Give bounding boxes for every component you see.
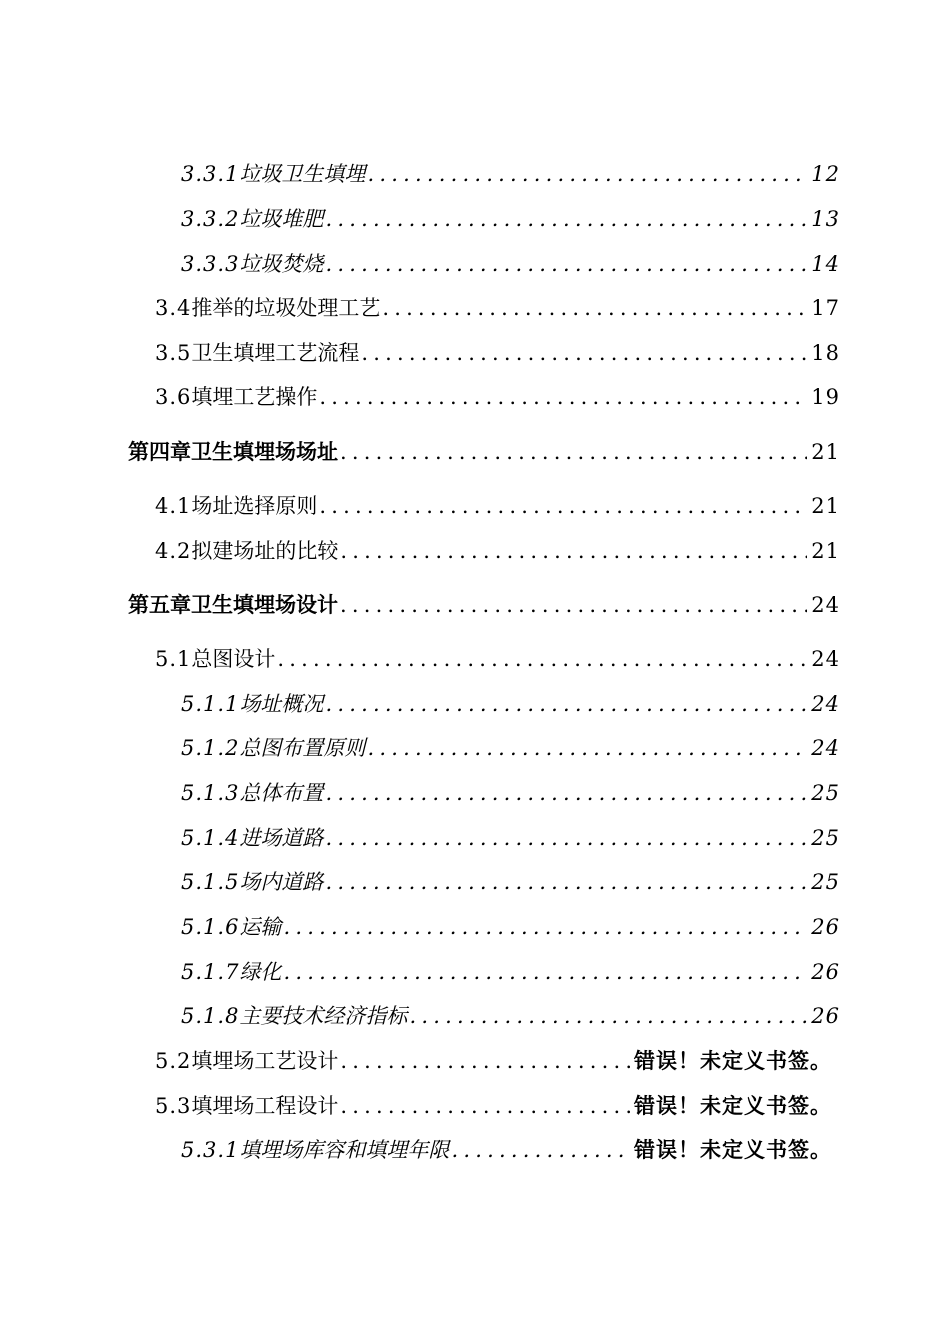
toc-entry-page: 21 — [811, 440, 840, 464]
toc-entry-5-1-7[interactable] — [181, 956, 840, 986]
leader-dots — [382, 296, 807, 320]
toc-entry-number: 3.5 — [155, 341, 192, 365]
toc-entry-number: 5.2 — [155, 1049, 192, 1073]
toc-chapter-title: 卫生填埋场设计 — [191, 592, 338, 617]
leader-dots — [283, 915, 807, 939]
leader-dots — [451, 1138, 630, 1162]
toc-entry-number: 5.1 — [155, 647, 192, 671]
toc-entry-title: 填埋场工艺设计 — [191, 1049, 339, 1073]
toc-entry-title: 场址概况 — [239, 692, 324, 716]
toc-entry-3-4[interactable] — [155, 292, 840, 322]
toc-entry-number: 5.1.8 — [181, 1004, 240, 1028]
toc-entry-5-1-1[interactable] — [181, 688, 840, 718]
toc-entry-number: 5.3 — [155, 1094, 192, 1118]
toc-entry-number: 4.1 — [155, 494, 192, 518]
toc-entry-3-3-2[interactable] — [181, 203, 840, 233]
toc-entry-title: 总图布置原则 — [239, 736, 366, 760]
toc-entry-title: 垃圾堆肥 — [239, 207, 324, 231]
toc-chapter-title: 卫生填埋场场址 — [191, 439, 338, 464]
toc-chapter-4[interactable] — [128, 436, 840, 466]
toc-entry-number: 3.3.1 — [181, 162, 240, 186]
leader-dots — [340, 440, 807, 464]
toc-entry-page: 24 — [811, 692, 840, 716]
leader-dots — [325, 826, 807, 850]
toc-entry-page: 14 — [811, 252, 840, 276]
toc-entry-title: 垃圾焚烧 — [239, 252, 324, 276]
leader-dots — [367, 736, 807, 760]
leader-dots — [340, 1094, 630, 1118]
toc-chapter-5[interactable] — [128, 589, 840, 619]
toc-entry-page: 24 — [811, 736, 840, 760]
toc-entry-title: 运输 — [239, 915, 282, 939]
toc-entry-page: 25 — [811, 826, 840, 850]
toc-entry-title: 填埋工艺操作 — [191, 385, 318, 409]
toc-entry-title: 垃圾卫生填埋 — [239, 162, 366, 186]
toc-entry-number: 5.3.1 — [181, 1138, 240, 1162]
toc-entry-page: 25 — [811, 781, 840, 805]
toc-entry-number: 5.1.2 — [181, 736, 240, 760]
toc-entry-page: 26 — [811, 1004, 840, 1028]
bookmark-error-text: 错误！未定义书签。 — [634, 1137, 832, 1162]
leader-dots — [340, 1049, 630, 1073]
leader-dots — [367, 162, 807, 186]
toc-entry-title: 填埋场库容和填埋年限 — [239, 1138, 450, 1162]
leader-dots — [325, 781, 807, 805]
toc-entry-title: 推举的垃圾处理工艺 — [191, 296, 381, 320]
leader-dots — [283, 960, 807, 984]
toc-entry-page: 26 — [811, 915, 840, 939]
toc-entry-3-3-3[interactable] — [181, 248, 840, 278]
toc-entry-5-2[interactable] — [155, 1045, 832, 1075]
toc-entry-5-1-5[interactable] — [181, 866, 840, 896]
toc-entry-title: 主要技术经济指标 — [239, 1004, 408, 1028]
leader-dots — [325, 207, 807, 231]
toc-entry-page: 25 — [811, 870, 840, 894]
leader-dots — [325, 252, 807, 276]
toc-entry-title: 拟建场址的比较 — [191, 539, 339, 563]
toc-entry-title: 场址选择原则 — [191, 494, 318, 518]
toc-entry-number: 5.1.1 — [181, 692, 240, 716]
toc-entry-4-2[interactable] — [155, 535, 840, 565]
toc-entry-number: 5.1.5 — [181, 870, 240, 894]
toc-entry-5-1-6[interactable] — [181, 911, 840, 941]
toc-entry-number: 5.1.3 — [181, 781, 240, 805]
toc-entry-page: 26 — [811, 960, 840, 984]
leader-dots — [409, 1004, 807, 1028]
toc-entry-5-3-1[interactable] — [181, 1134, 832, 1164]
toc-entry-number: 3.3.3 — [181, 252, 240, 276]
toc-entry-5-1-8[interactable] — [181, 1000, 840, 1030]
toc-entry-page: 21 — [811, 539, 840, 563]
toc-entry-number: 5.1.4 — [181, 826, 240, 850]
toc-entry-5-1-4[interactable] — [181, 822, 840, 852]
toc-entry-5-1[interactable] — [155, 643, 840, 673]
leader-dots — [340, 539, 807, 563]
toc-entry-page: 19 — [811, 385, 840, 409]
toc-entry-title: 场内道路 — [239, 870, 324, 894]
toc-entry-number: 3.4 — [155, 296, 192, 320]
toc-entry-title: 卫生填埋工艺流程 — [191, 341, 360, 365]
toc-chapter-number: 第五章 — [128, 592, 191, 617]
toc-entry-3-3-1[interactable] — [181, 158, 840, 188]
toc-chapter-number: 第四章 — [128, 439, 191, 464]
toc-entry-3-6[interactable] — [155, 381, 840, 411]
toc-entry-4-1[interactable] — [155, 490, 840, 520]
toc-entry-title: 总图设计 — [191, 647, 276, 671]
toc-entry-title: 总体布置 — [239, 781, 324, 805]
toc-entry-number: 3.6 — [155, 385, 192, 409]
toc-entry-page: 24 — [811, 647, 840, 671]
toc-entry-3-5[interactable] — [155, 337, 840, 367]
leader-dots — [277, 647, 807, 671]
leader-dots — [325, 692, 807, 716]
toc-entry-5-3[interactable] — [155, 1090, 832, 1120]
leader-dots — [319, 385, 807, 409]
bookmark-error-text: 错误！未定义书签。 — [634, 1048, 832, 1073]
toc-entry-page: 17 — [811, 296, 840, 320]
toc-entry-5-1-2[interactable] — [181, 732, 840, 762]
leader-dots — [319, 494, 807, 518]
leader-dots — [340, 593, 807, 617]
toc-entry-title: 进场道路 — [239, 826, 324, 850]
toc-entry-number: 5.1.7 — [181, 960, 240, 984]
bookmark-error-text: 错误！未定义书签。 — [634, 1093, 832, 1118]
toc-entry-5-1-3[interactable] — [181, 777, 840, 807]
toc-entry-page: 21 — [811, 494, 840, 518]
toc-entry-page: 18 — [811, 341, 840, 365]
toc-entry-page: 24 — [811, 593, 840, 617]
toc-entry-page: 13 — [811, 207, 840, 231]
toc-entry-page: 12 — [811, 162, 840, 186]
toc-entry-number: 5.1.6 — [181, 915, 240, 939]
leader-dots — [361, 341, 807, 365]
toc-entry-title: 绿化 — [239, 960, 282, 984]
toc-entry-number: 4.2 — [155, 539, 192, 563]
toc-entry-title: 填埋场工程设计 — [191, 1094, 339, 1118]
toc-entry-number: 3.3.2 — [181, 207, 240, 231]
leader-dots — [325, 870, 807, 894]
